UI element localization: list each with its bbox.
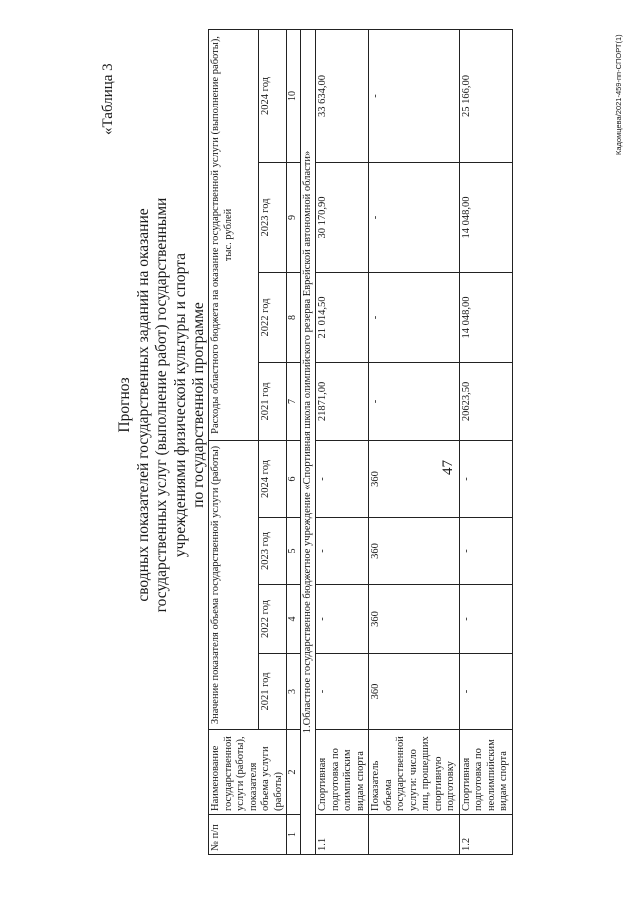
expense-value: - (369, 162, 460, 272)
column-number: 2 (287, 730, 301, 815)
header-col-name: Наименование государственной услуги (работы), показателя объема услуги (работы) (209, 730, 287, 815)
expense-value: 14 048,00 (459, 162, 512, 272)
column-number: 6 (287, 440, 301, 517)
title-line: учреждениями физической культуры и спорта (171, 252, 189, 558)
row-name: Спортивная подготовка по олимпийским видам спорта (316, 730, 369, 815)
volume-value: - (459, 585, 512, 654)
expense-value: 21871,00 (316, 362, 369, 440)
column-number: 1 (287, 815, 301, 855)
document-title (116, 155, 209, 655)
volume-value: - (316, 585, 369, 654)
title-line: по государственной программе (190, 302, 208, 508)
document-footer: Кадомцева/2021-459-пп-СПОРТ(1) (614, 34, 623, 155)
table-row (459, 29, 512, 854)
row-num: 1.2 (459, 815, 512, 855)
header-group-volume: Значение показателя объема государственной услуги (работы) (209, 440, 259, 729)
section-title: 1.Областное государственное бюджетное учреждение «Спортивная школа олимпийского резерва Еврейской автономной области» (300, 29, 316, 854)
column-number: 8 (287, 272, 301, 362)
volume-value: - (316, 654, 369, 730)
expense-value: 25 166,00 (459, 29, 512, 162)
column-number: 3 (287, 654, 301, 730)
row-name: Показатель объема государственной услуги: число лиц, прошедших спортивную подготовку (369, 730, 460, 815)
year-header: 2021 год (259, 654, 287, 730)
expense-value: 20623,50 (459, 362, 512, 440)
column-number: 9 (287, 162, 301, 272)
expense-value: 30 170,90 (316, 162, 369, 272)
forecast-table (208, 29, 513, 855)
year-header: 2023 год (259, 518, 287, 585)
column-number: 4 (287, 585, 301, 654)
column-number: 5 (287, 518, 301, 585)
column-number: 10 (287, 29, 301, 162)
volume-value: - (459, 654, 512, 730)
volume-value: - (459, 440, 512, 517)
expense-value: - (369, 29, 460, 162)
page-number: 47 (440, 460, 456, 475)
table-label: «Таблица 3 (100, 63, 116, 135)
title-line: Прогноз (116, 377, 133, 433)
year-header: 2022 год (259, 585, 287, 654)
year-header: 2022 год (259, 272, 287, 362)
column-number-row (287, 29, 301, 854)
header-row (209, 29, 259, 854)
year-header: 2024 год (259, 440, 287, 517)
year-header: 2024 год (259, 29, 287, 162)
row-name: Спортивная подготовка по неолимпийским видам спорта (459, 730, 512, 815)
expense-value: 21 014,50 (316, 272, 369, 362)
header-group-expenses: Расходы областного бюджета на оказание государственной услуги (выполнение работы), тыс. рублей (209, 29, 259, 440)
volume-value: - (459, 518, 512, 585)
volume-value: 360 (369, 585, 460, 654)
row-num (369, 815, 460, 855)
column-number: 7 (287, 362, 301, 440)
volume-value: 360 (369, 440, 460, 517)
expense-value: - (369, 362, 460, 440)
row-num: 1.1 (316, 815, 369, 855)
table-row (369, 29, 460, 854)
section-row (300, 29, 316, 854)
year-header: 2023 год (259, 162, 287, 272)
volume-value: - (316, 518, 369, 585)
header-col-num: № п/п (209, 815, 287, 855)
title-line: сводных показателей государственных заданий на оказание (134, 208, 152, 602)
volume-value: 360 (369, 518, 460, 585)
expense-value: 33 634,00 (316, 29, 369, 162)
expense-value: 14 048,00 (459, 272, 512, 362)
volume-value: 360 (369, 654, 460, 730)
table-row (316, 29, 369, 854)
volume-value: - (316, 440, 369, 517)
year-header: 2021 год (259, 362, 287, 440)
title-line: государственных услуг (выполнение работ) государственными (153, 197, 171, 613)
expense-value: - (369, 272, 460, 362)
